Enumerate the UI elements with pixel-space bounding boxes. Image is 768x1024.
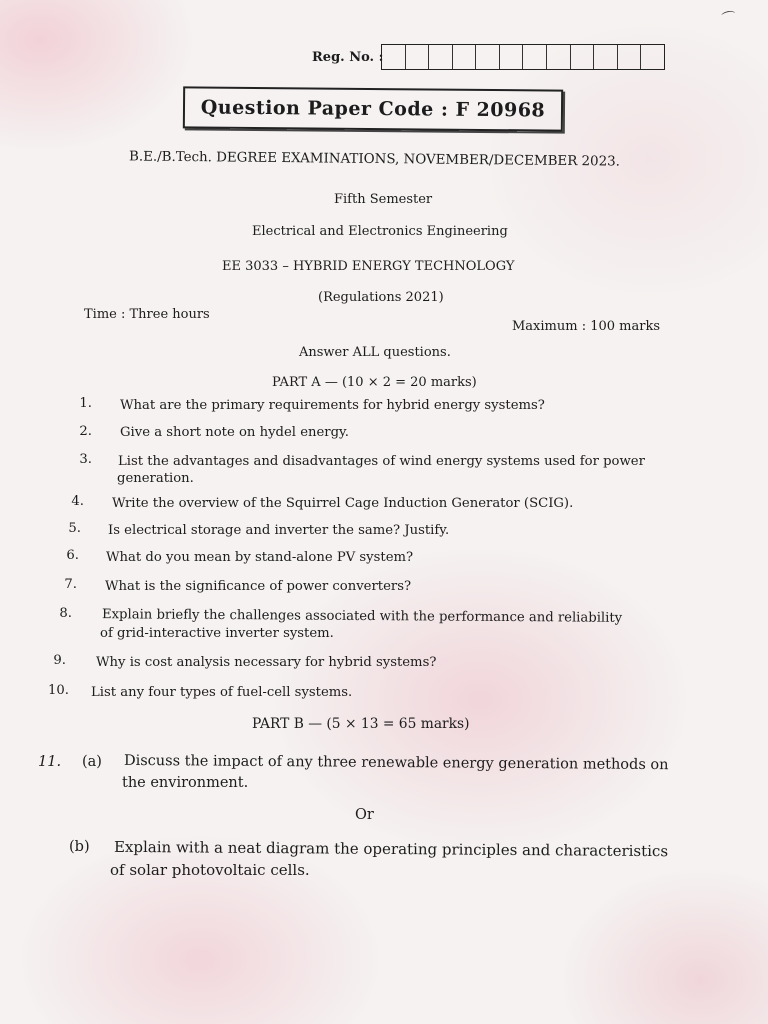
exam-title: B.E./B.Tech. DEGREE EXAMINATIONS, NOVEMBER/DECEMBER 2023.: [128, 149, 620, 170]
question-text: Explain briefly the challenges associated with the performance and reliability: [101, 607, 623, 626]
question-text-cont: of grid-interactive inverter system.: [100, 626, 334, 641]
time: Time : Three hours: [84, 307, 210, 322]
instruction: Answer ALL questions.: [299, 345, 451, 360]
pen-mark-icon: ⌒: [720, 9, 738, 29]
regulations: (Regulations 2021): [318, 290, 444, 305]
question-text: What is the significance of power converters?: [105, 579, 412, 594]
question-number: 3.: [79, 452, 92, 467]
question-text-cont: the environment.: [122, 775, 249, 791]
question-text-cont: generation.: [117, 471, 194, 486]
reg-no-label: Reg. No. :: [312, 50, 384, 65]
question-number: 11.: [38, 754, 62, 770]
paper-code: Question Paper Code : F 20968: [200, 96, 546, 122]
question-text: What do you mean by stand-alone PV system?: [106, 550, 414, 565]
question-text-cont: of solar photovoltaic cells.: [110, 861, 310, 879]
question-number: 4.: [71, 494, 84, 509]
question-number: 8.: [59, 606, 72, 621]
max-marks: Maximum : 100 marks: [512, 319, 661, 334]
reg-no-boxes[interactable]: [381, 44, 665, 70]
question-number: 1.: [79, 396, 92, 411]
question-text: Explain with a neat diagram the operating principles and characteristics: [113, 837, 669, 861]
question-number: 7.: [64, 577, 77, 592]
question-text: Write the overview of the Squirrel Cage Induction Generator (SCIG).: [112, 496, 574, 511]
course: EE 3033 – HYBRID ENERGY TECHNOLOGY: [222, 259, 515, 274]
question-number: 5.: [68, 521, 81, 536]
sub-question-label: (b): [69, 839, 90, 855]
part-a-heading: PART A — (10 × 2 = 20 marks): [272, 375, 477, 390]
semester: Fifth Semester: [334, 192, 433, 207]
question-number: 6.: [66, 548, 79, 563]
question-number: 10.: [48, 683, 69, 698]
department: Electrical and Electronics Engineering: [252, 224, 508, 239]
or-separator: Or: [355, 807, 374, 823]
part-b-heading: PART B — (5 × 13 = 65 marks): [252, 716, 470, 732]
question-text: Why is cost analysis necessary for hybrid systems?: [96, 655, 437, 670]
sub-question-label: (a): [82, 754, 102, 770]
question-text: List the advantages and disadvantages of wind energy systems used for power: [118, 454, 645, 469]
question-text: Discuss the impact of any three renewable energy generation methods on: [123, 752, 669, 774]
question-number: 9.: [53, 653, 66, 668]
paper-code-box: [183, 86, 563, 131]
question-text: Give a short note on hydel energy.: [120, 425, 349, 440]
question-text: List any four types of fuel-cell systems.: [91, 685, 353, 700]
question-number: 2.: [79, 424, 92, 439]
question-text: Is electrical storage and inverter the same? Justify.: [108, 523, 450, 538]
question-text: What are the primary requirements for hybrid energy systems?: [120, 398, 545, 413]
